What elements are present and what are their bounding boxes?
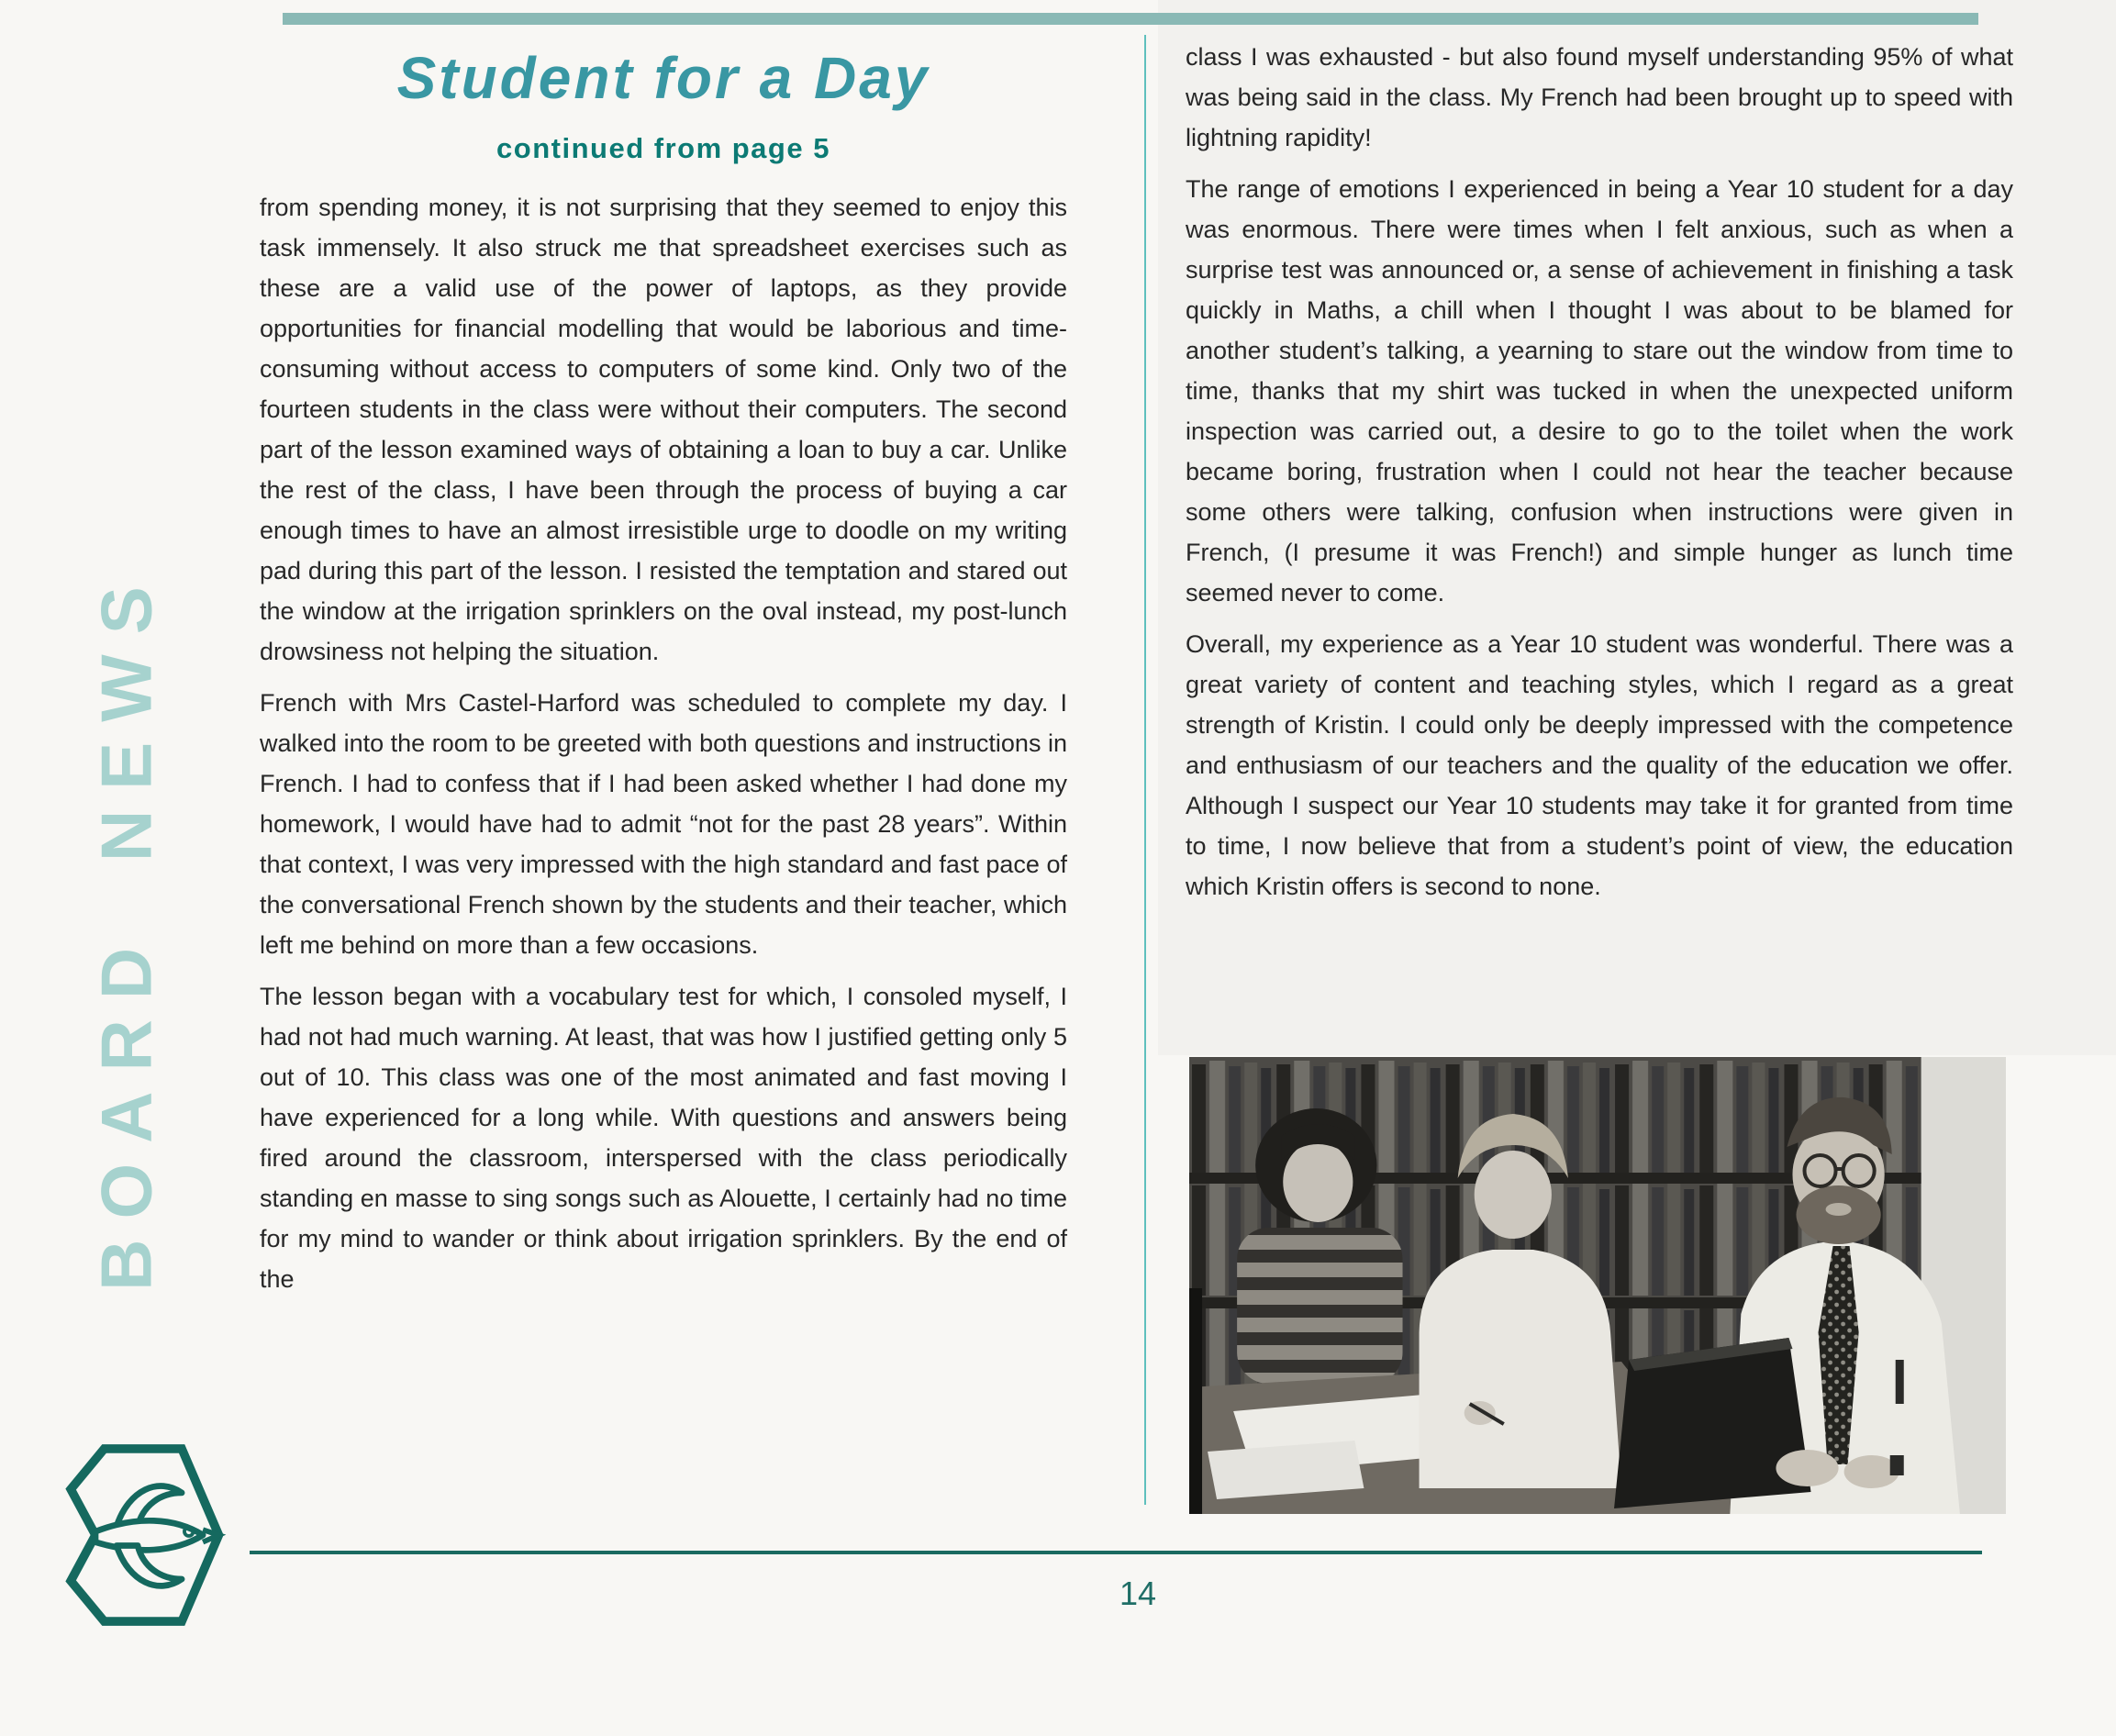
page-number: 14 [1119, 1575, 1157, 1612]
body-paragraph: The range of emotions I experienced in being a Year 10 student for a day was enormous. There were times when I felt anxious, such as when a surprise test was announced or, a sense of achievement in finishing a task quickly in Maths, a chill when I thought I was about to be blamed for another student’s talking, a yearning to stare out the window from time to time, thanks that my shirt was tucked in when the unexpected uniform inspection was carried out, a desire to go to the toilet when the work became boring, frustration when I could not hear the teacher because some others were talking, confusion when instructions were given in French, (I presume it was French!) and simple hunger as lunch time seemed never to come. [1186, 175, 2013, 606]
article-subtitle: continued from page 5 [496, 132, 830, 164]
right-column [1186, 37, 2013, 918]
school-bird-logo [51, 1437, 228, 1633]
body-paragraph: The lesson began with a vocabulary test for which, I consoled myself, I had not had much warning. At least, that was how I justified getting only 5 out of 10. This class was one of the most animated and fast moving I have experienced for a long while. With questions and answers being fired around the classroom, interspersed with the class periodically standing en masse to sing songs such as Alouette, I certainly had no time for my mind to wander or think about irrigation sprinklers. By the end of the [260, 983, 1067, 1293]
top-rule [283, 13, 1978, 25]
photo-dark-edge [1189, 1288, 1202, 1514]
left-column [260, 187, 1067, 1310]
body-paragraph: from spending money, it is not surprising that they seemed to enjoy this task immensely. It also struck me that spreadsheet exercises such as these are a valid use of the power of laptops, as they provide opportunities for financial modelling that would be laborious and time-consuming without access to computers of some kind. Only two of the fourteen students in the class were without their computers. The second part of the lesson examined ways of obtaining a loan to buy a car. Unlike the rest of the class, I have been through the process of buying a car enough times to have an almost irresistible urge to doodle on my writing pad during this part of the lesson. I resisted the temptation and stared out the window at the irrigation sprinklers on the oval instead, my post-lunch drowsiness not helping the situation. [260, 194, 1067, 665]
body-paragraph: French with Mrs Castel-Harford was scheduled to complete my day. I walked into the room to be greeted with both questions and instructions in French. I had to confess that if I had been asked whether I had done my homework, I would have had to admit “not for the past 28 years”. Within that context, I was very impressed with the high standard and fast pace of the conversational French shown by the students and their teacher, which left me behind on more than a few occasions. [260, 689, 1067, 959]
column-divider [1144, 35, 1146, 1505]
library-photo [1189, 1057, 2006, 1514]
bottom-rule [250, 1551, 1982, 1554]
board-news-vertical-label: BOARD NEWS [85, 566, 167, 1291]
body-paragraph: class I was exhausted - but also found myself understanding 95% of what was being said in the class. My French had been brought up to speed with lightning rapidity! [1186, 43, 2013, 151]
article-title: Student for a Day [396, 45, 930, 111]
body-paragraph: Overall, my experience as a Year 10 student was wonderful. There was a great variety of content and teaching styles, which I regard as a great strength of Kristin. I could only be deeply impressed with the competence and enthusiasm of our teachers and the quality of the education we offer. Although I suspect our Year 10 students may take it for granted from time to time, I now believe that from a student’s point of view, the education which Kristin offers is second to none. [1186, 630, 2013, 900]
